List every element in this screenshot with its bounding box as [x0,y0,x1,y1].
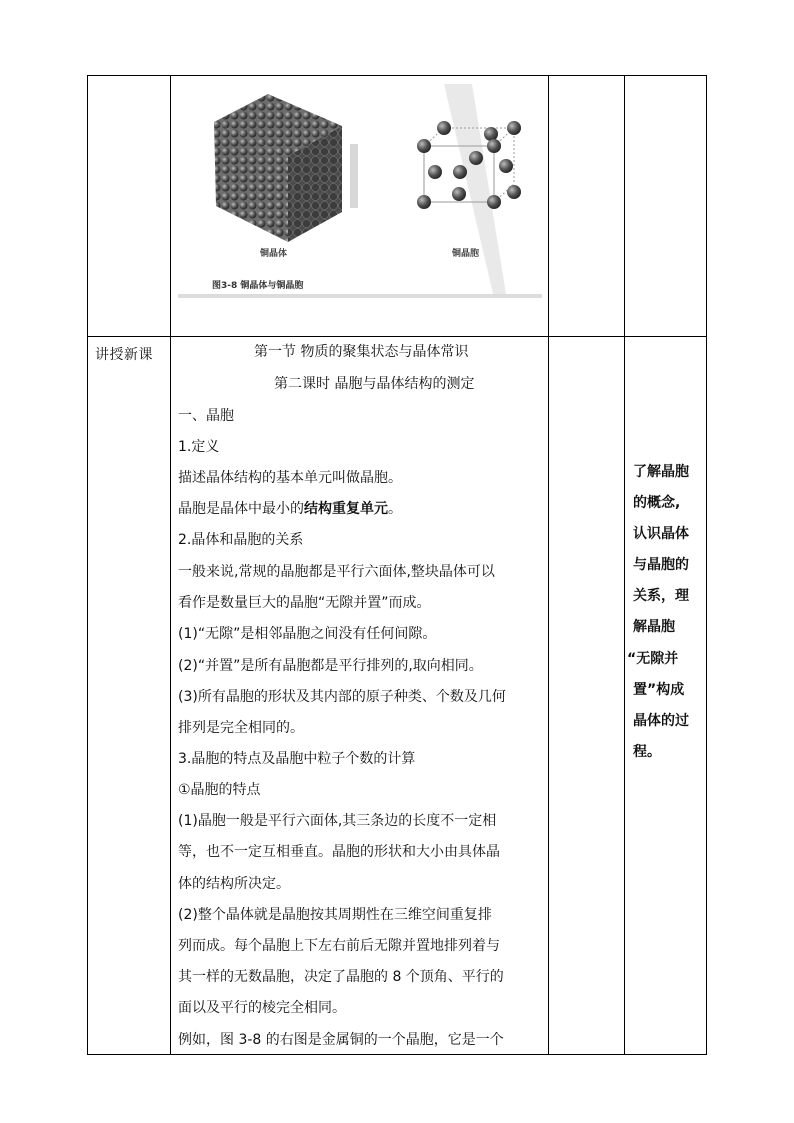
row-label: 讲授新课 [95,347,153,363]
relationship-text-2: 看作是数量巨大的晶胞“无隙并置”而成。 [178,595,431,611]
goal-note-line: 认识晶体 [633,526,689,542]
table-border-bottom [87,1054,707,1055]
definition-text-2 [178,499,402,519]
goal-note-line: 与晶胞的 [633,557,689,573]
definition-text-2-prefix: 晶胞是晶体中最小的 [178,501,304,517]
goal-note-line: 程。 [633,744,661,760]
goal-note-line: “无隙并 [627,651,679,667]
crystal-illustration [176,84,546,304]
relationship-text-5: (3)所有晶胞的形状及其内部的原子种类、个数及几何 [178,689,506,705]
goal-note-line: 晶体的过 [633,713,689,729]
goal-note-line: 置”构成 [633,682,685,698]
features-title: ①晶胞的特点 [178,782,261,798]
definition-text-1: 描述晶体结构的基本单元叫做晶胞。 [178,470,402,486]
lesson-title: 第二课时 晶胞与晶体结构的测定 [274,376,475,392]
figure-caption: 图3-8 铜晶体与铜晶胞 [212,281,304,291]
definition-text-2-suffix: 。 [388,501,402,517]
definition-text-2-emphasis: 结构重复单元 [304,501,388,517]
copper-crystal-figure [176,84,546,304]
decorative-bar [350,144,358,208]
subheading-features: 3.晶胞的特点及晶胞中粒子个数的计算 [178,751,416,767]
features-text-4: (2)整个晶体就是晶胞按其周期性在三维空间重复排 [178,907,492,923]
relationship-text-6: 排列是完全相同的。 [178,720,304,736]
goal-note-line: 的概念, [633,495,681,511]
features-text-7: 面以及平行的棱完全相同。 [178,1000,346,1016]
goal-note-line: 解晶胞 [633,619,675,635]
example-text: 例如，图 3-8 的右图是金属铜的一个晶胞，它是一个 [178,1032,504,1048]
left-figure-label: 铜晶体 [260,249,288,259]
features-text-1: (1)晶胞一般是平行六面体,其三条边的长度不一定相 [178,813,497,829]
table-divider-1 [170,75,171,1055]
table-border-right [706,75,707,1055]
goal-note-line: 关系，理 [633,588,689,604]
relationship-text-3: (1)“无隙”是相邻晶胞之间没有任何间隙。 [178,626,437,642]
table-divider-3 [624,75,625,1055]
heading-unit-cell: 一、晶胞 [178,408,234,424]
relationship-text-4: (2)“并置”是所有晶胞都是平行排列的,取向相同。 [178,658,483,674]
copper-crystal-cube [214,94,342,242]
subheading-relationship: 2.晶体和晶胞的关系 [178,532,304,548]
figure-baseline [178,294,542,298]
table-divider-2 [548,75,549,1055]
table-border-top [87,75,707,76]
relationship-text-1: 一般来说,常规的晶胞都是平行六面体,整块晶体可以 [178,564,495,580]
features-text-6: 其一样的无数晶胞，决定了晶胞的 8 个顶角、平行的 [178,969,504,985]
goal-note-line: 了解晶胞 [633,464,689,480]
table-border-left [87,75,88,1055]
features-text-3: 体的结构所决定。 [178,876,290,892]
table-row-divider [87,336,707,337]
features-text-2: 等，也不一定互相垂直。晶胞的形状和大小由具体晶 [178,844,500,860]
right-figure-label: 铜晶胞 [452,249,480,259]
features-text-5: 列而成。每个晶胞上下左右前后无隙并置地排列着与 [178,938,500,954]
subheading-definition: 1.定义 [178,439,220,455]
section-title: 第一节 物质的聚集状态与晶体常识 [254,344,469,360]
